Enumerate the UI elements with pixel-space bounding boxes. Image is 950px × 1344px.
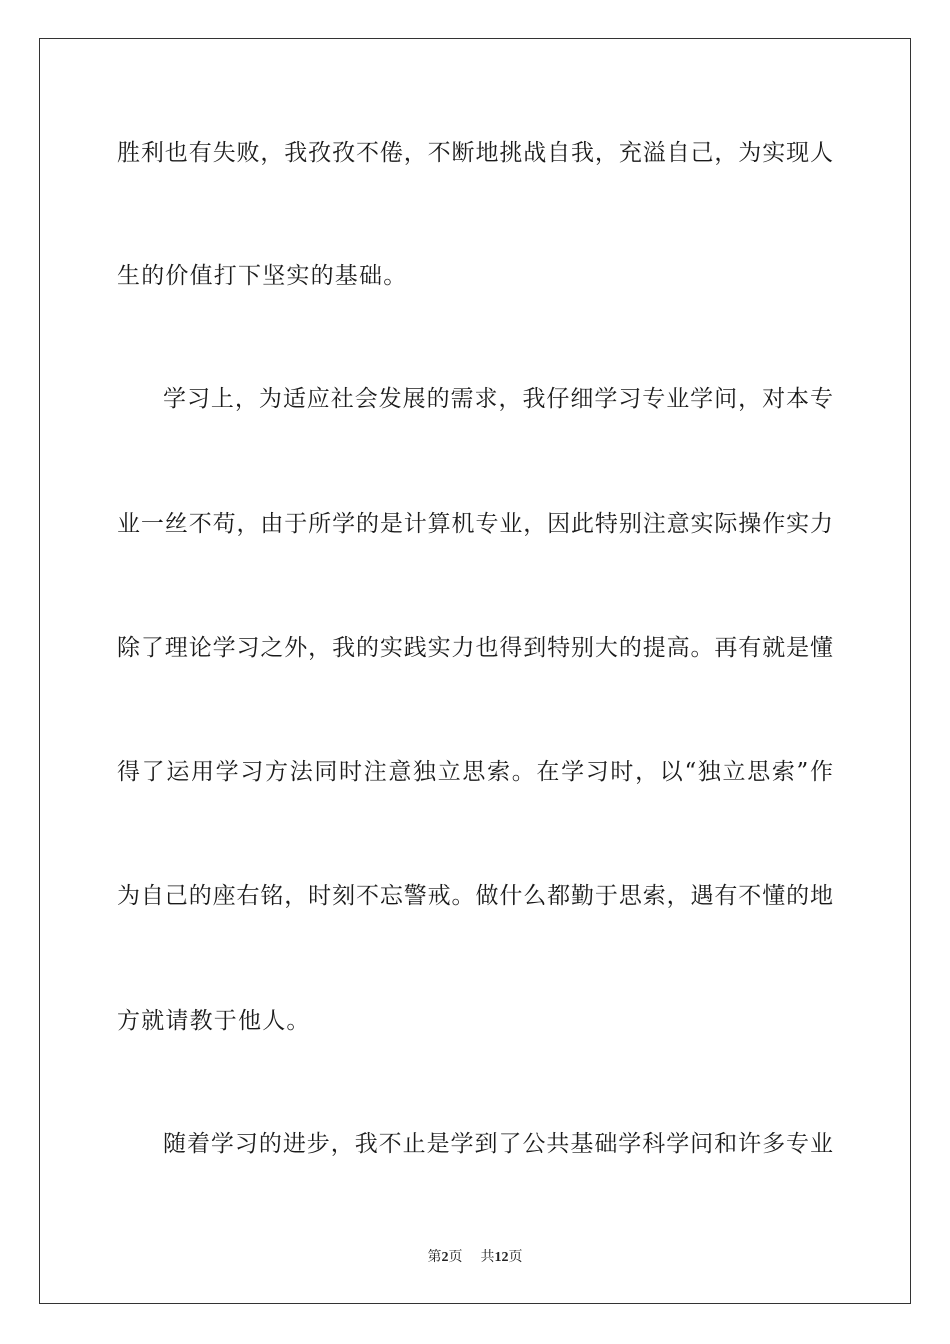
page-prefix: 第 bbox=[427, 1249, 442, 1265]
page-border bbox=[39, 38, 911, 1304]
page-suffix: 页 bbox=[448, 1249, 463, 1265]
total-suffix: 页 bbox=[508, 1249, 523, 1265]
body-line-6: 得了运用学习方法同时注意独立思索。在学习时，以“独立思索”作 bbox=[117, 759, 833, 785]
body-line-2: 生的价值打下坚实的基础。 bbox=[117, 263, 408, 289]
body-line-5: 除了理论学习之外，我的实践实力也得到特别大的提高。再有就是懂 bbox=[117, 635, 833, 661]
page-current: 2 bbox=[441, 1250, 449, 1265]
body-line-7: 为自己的座右铭，时刻不忘警戒。做什么都勤于思索，遇有不懂的地 bbox=[117, 883, 833, 909]
body-line-3: 学习上，为适应社会发展的需求，我仔细学习专业学问，对本专 bbox=[163, 386, 833, 412]
page-total: 12 bbox=[494, 1250, 509, 1265]
body-line-9: 随着学习的进步，我不止是学到了公共基础学科学问和许多专业 bbox=[163, 1131, 833, 1157]
body-line-4: 业一丝不苟，由于所学的是计算机专业，因此特别注意实际操作实力 bbox=[117, 511, 833, 537]
page-footer bbox=[0, 1246, 950, 1266]
total-prefix: 共 bbox=[480, 1249, 495, 1265]
body-line-1: 胜利也有失败，我孜孜不倦，不断地挑战自我，充溢自己，为实现人 bbox=[117, 140, 833, 166]
body-line-8: 方就请教于他人。 bbox=[117, 1008, 311, 1034]
